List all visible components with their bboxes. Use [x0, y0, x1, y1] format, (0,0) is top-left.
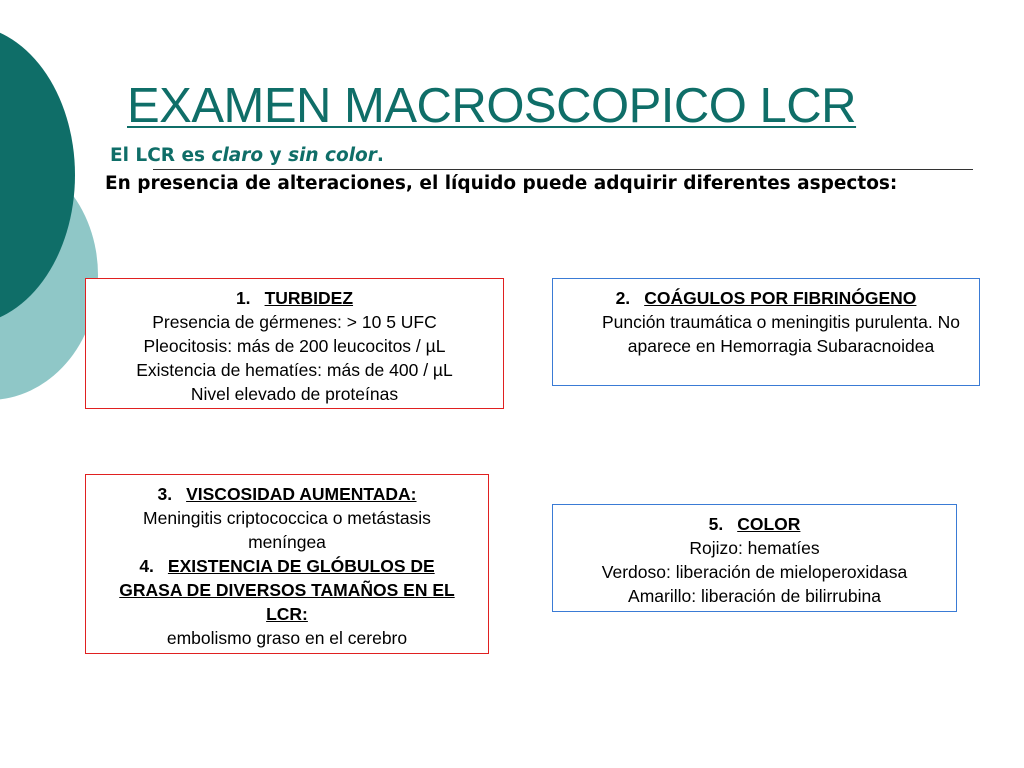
turbidez-line-2: Pleocitosis: más de 200 leucocitos / µL [143, 336, 446, 356]
color-heading [553, 512, 956, 536]
turbidez-line-3: Existencia de hematíes: más de 400 / µL [136, 360, 453, 380]
intro-prefix: El LCR es [110, 145, 212, 166]
viscosidad-text: Meningitis criptococcica o metástasis meníngea [143, 508, 431, 552]
turbidez-label: TURBIDEZ [264, 288, 354, 308]
color-number: 5. [708, 514, 724, 534]
color-label: COLOR [737, 514, 801, 534]
coagulos-text: Punción traumática o meningitis purulenta. No aparece en Hemorragia Subaracnoidea [602, 312, 960, 356]
globulos-label: EXISTENCIA DE GLÓBULOS DE GRASA DE DIVERSOS TAMAÑOS EN EL LCR: [119, 556, 455, 624]
turbidez-heading [86, 286, 503, 310]
intro-claro: claro [211, 145, 264, 166]
globulos-heading [86, 554, 488, 626]
coagulos-number: 2. [615, 288, 631, 308]
color-line-2: Verdoso: liberación de mieloperoxidasa [601, 562, 908, 582]
divider-line [153, 169, 973, 170]
globulos-text: embolismo graso en el cerebro [166, 628, 408, 648]
intro-y: y [263, 145, 289, 166]
subtitle: En presencia de alteraciones, el líquido puede adquirir diferentes aspectos: [105, 173, 898, 194]
turbidez-line-4: Nivel elevado de proteínas [190, 384, 399, 404]
intro-suffix: . [376, 145, 384, 166]
viscosidad-number: 3. [157, 484, 173, 504]
intro-line [110, 145, 384, 166]
viscosidad-heading [86, 482, 488, 506]
globulos-number: 4. [139, 556, 154, 576]
intro-sin-color: sin color [288, 145, 377, 166]
turbidez-line-1: Presencia de gérmenes: > 10 5 UFC [152, 312, 437, 332]
color-line-1: Rojizo: hematíes [689, 538, 820, 558]
turbidez-number: 1. [235, 288, 251, 308]
box-color [552, 504, 957, 612]
color-line-3: Amarillo: liberación de bilirrubina [628, 586, 881, 606]
slide-title: EXAMEN MACROSCOPICO LCR [127, 79, 857, 133]
box-coagulos [552, 278, 980, 386]
coagulos-label: COÁGULOS POR FIBRINÓGENO [644, 288, 917, 308]
coagulos-heading [553, 286, 979, 310]
box-turbidez [85, 278, 504, 409]
box-viscosidad [85, 474, 489, 654]
viscosidad-label: VISCOSIDAD AUMENTADA: [186, 484, 417, 504]
